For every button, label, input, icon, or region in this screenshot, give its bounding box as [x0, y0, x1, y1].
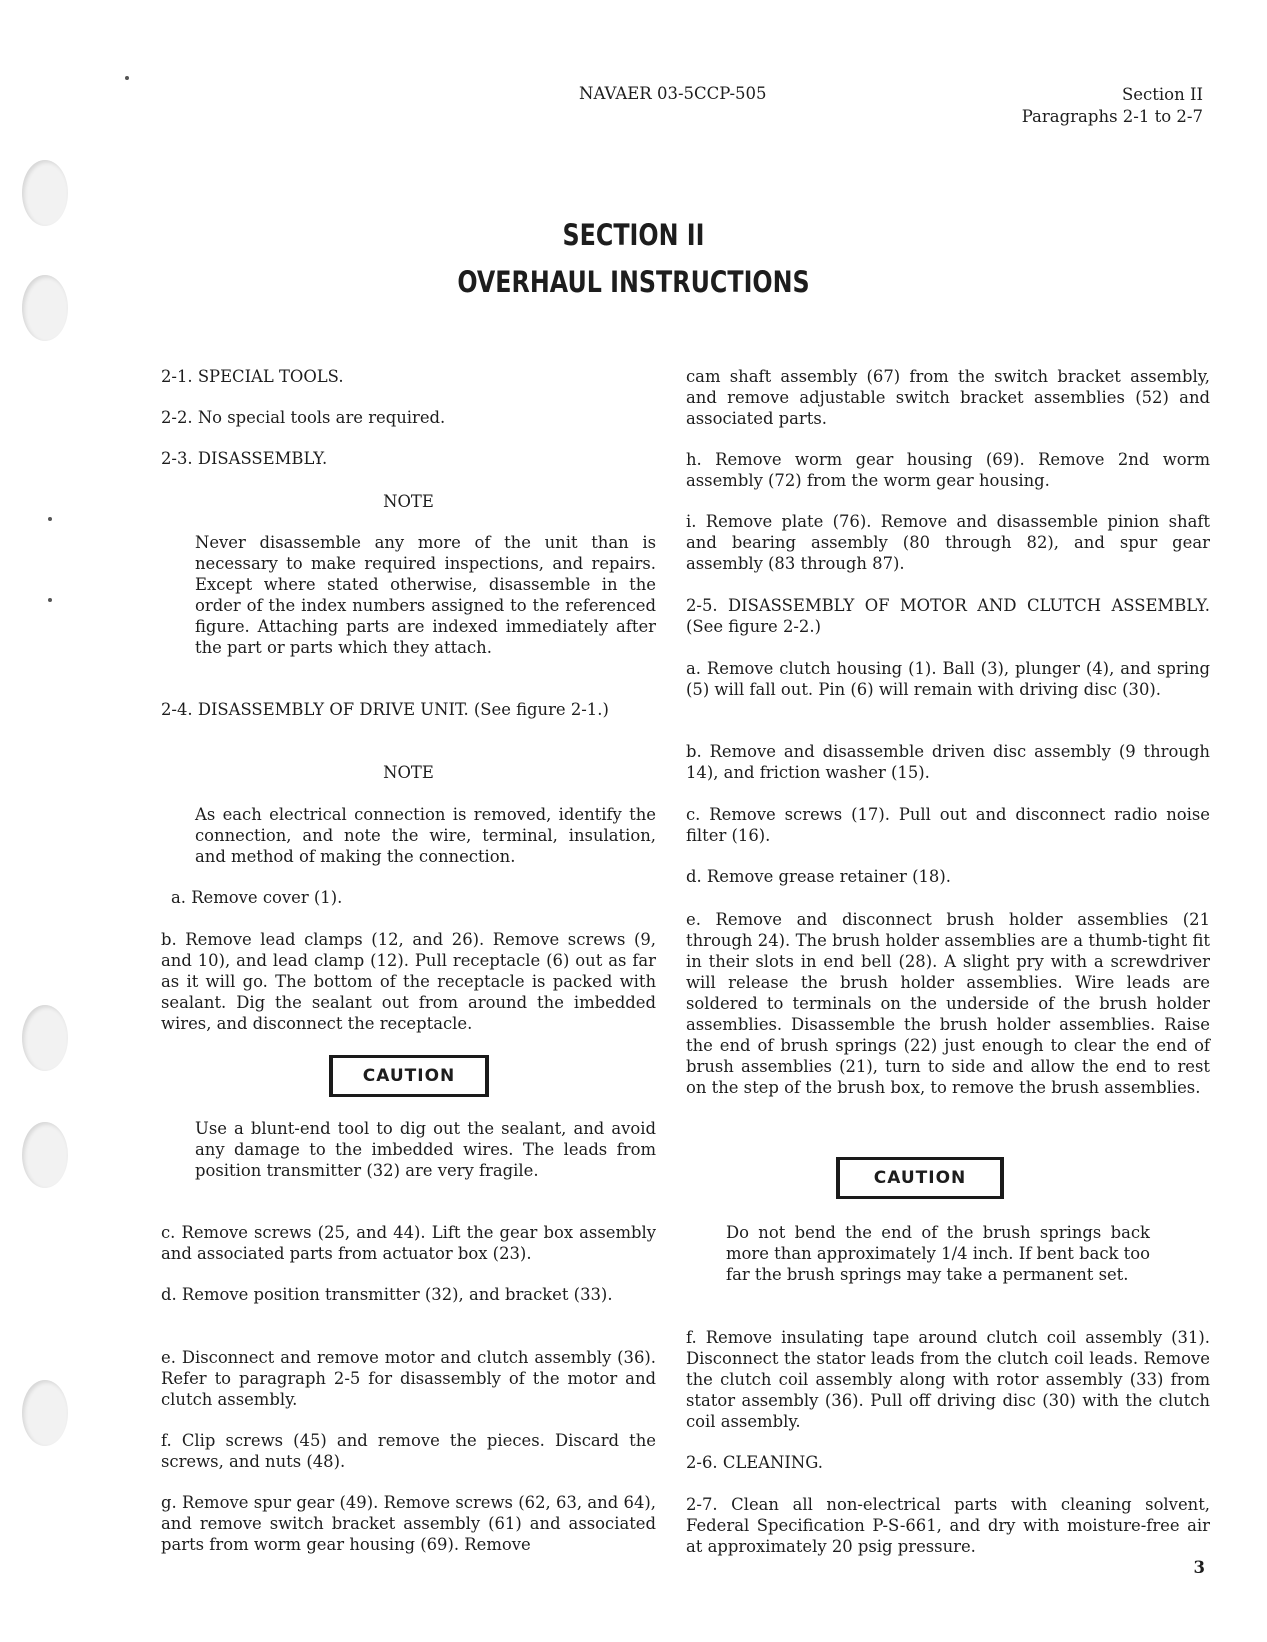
binder-hole [22, 1380, 68, 1446]
paragraph-2-6: 2-6. CLEANING. [686, 1453, 823, 1472]
paragraph-2-5: 2-5. DISASSEMBLY OF MOTOR AND CLUTCH ASSEMBLY. (See figure 2-2.) [686, 596, 1210, 636]
section-label: Section II [1121, 85, 1203, 104]
step-i: i. Remove plate (76). Remove and disassemble pinion shaft and bearing assembly (80 through 82), and spur gear assembly (83 through 87). [686, 512, 1210, 573]
step-d: d. Remove position transmitter (32), and bracket (33). [161, 1285, 613, 1304]
step-e: e. Disconnect and remove motor and clutch assembly (36). Refer to paragraph 2-5 for disassembly of the motor and clutch assembly. [161, 1348, 656, 1409]
speck [48, 517, 52, 521]
step-e: e. Remove and disconnect brush holder assemblies (21 through 24). The brush holder assemblies are a thumb-tight fit in their slots in end bell (28). A slight pry with a screwdriver will release the brush holder assemblies. Wire leads are soldered to terminals on the underside of the brush holder assemblies. Disassemble the brush holder assemblies. Raise the end of brush springs (22) just enough to clear the end of brush assemblies (21), turn to side and allow the end to rest on the step of the brush box, to remove the brush assemblies. [686, 910, 1210, 1097]
step-a: a. Remove cover (1). [171, 888, 343, 907]
step-h: h. Remove worm gear housing (69). Remove 2nd worm assembly (72) from the worm gear housing. [686, 450, 1210, 490]
binder-hole [22, 1005, 68, 1071]
note-label: NOTE [383, 492, 434, 511]
left-column [161, 0, 656, 1642]
speck [125, 76, 129, 80]
step-d: d. Remove grease retainer (18). [686, 867, 951, 886]
note-label: NOTE [383, 763, 434, 782]
step-c: c. Remove screws (25, and 44). Lift the gear box assembly and associated parts from actuator box (23). [161, 1223, 656, 1263]
binder-hole [22, 1122, 68, 1188]
caution-box: CAUTION [329, 1055, 489, 1097]
step-b: b. Remove and disassemble driven disc assembly (9 through 14), and friction washer (15). [686, 742, 1210, 782]
section-subtitle: OVERHAUL INSTRUCTIONS [457, 265, 810, 299]
paragraphs-label: Paragraphs 2-1 to 2-7 [1021, 107, 1203, 126]
paragraph-2-4: 2-4. DISASSEMBLY OF DRIVE UNIT. (See figure 2-1.) [161, 700, 609, 719]
step-f: f. Remove insulating tape around clutch coil assembly (31). Disconnect the stator leads from the clutch coil leads. Remove the clutch coil assembly along with rotor assembly (33) from stator assembly (36). Pull off driving disc (30) with the clutch coil assembly. [686, 1328, 1210, 1431]
step-g: g. Remove spur gear (49). Remove screws (62, 63, and 64), and remove switch bracket assembly (61) and associated parts from worm gear housing (69). Remove [161, 1493, 656, 1554]
step-c: c. Remove screws (17). Pull out and disconnect radio noise filter (16). [686, 805, 1210, 845]
step-f: f. Clip screws (45) and remove the pieces. Discard the screws, and nuts (48). [161, 1431, 656, 1471]
note-text: As each electrical connection is removed, identify the connection, and note the wire, terminal, insulation, and method of making the connection. [195, 805, 656, 866]
paragraph-2-2: 2-2. No special tools are required. [161, 408, 446, 427]
caution-text: Use a blunt-end tool to dig out the sealant, and avoid any damage to the imbedded wires. The leads from position transmitter (32) are very fragile. [195, 1119, 656, 1180]
caution-text: Do not bend the end of the brush springs back more than approximately 1/4 inch. If bent back too far the brush springs may take a permanent set. [726, 1223, 1150, 1284]
binder-hole [22, 275, 68, 341]
caution-box: CAUTION [836, 1157, 1004, 1199]
paragraph-2-3: 2-3. DISASSEMBLY. [161, 449, 328, 468]
step-b: b. Remove lead clamps (12, and 26). Remove screws (9, and 10), and lead clamp (12). Pull receptacle (6) out as far as it will go. The bottom of the receptacle is packed with sealant. Dig the sealant out from around the imbedded wires, and disconnect the receptacle. [161, 930, 656, 1033]
page-number: 3 [1193, 1558, 1205, 1577]
step-a: a. Remove clutch housing (1). Ball (3), plunger (4), and spring (5) will fall out. Pin (6) will remain with driving disc (30). [686, 659, 1210, 699]
document-number: NAVAER 03-5CCP-505 [579, 84, 767, 103]
right-column [686, 0, 1210, 1642]
note-text: Never disassemble any more of the unit than is necessary to make required inspections, and repairs. Except where stated otherwise, disassemble in the order of the index numbers assigned to the referenced figure. Attaching parts are indexed immediately after the part or parts which they attach. [195, 533, 656, 657]
speck [48, 598, 52, 602]
step-g-continued: cam shaft assembly (67) from the switch bracket assembly, and remove adjustable switch bracket assemblies (52) and associated parts. [686, 367, 1210, 428]
section-title: SECTION II [562, 218, 705, 252]
binder-hole [22, 160, 68, 226]
paragraph-2-7: 2-7. Clean all non-electrical parts with cleaning solvent, Federal Specification P-S-661, and dry with moisture-free air at approximately 20 psig pressure. [686, 1495, 1210, 1556]
paragraph-2-1: 2-1. SPECIAL TOOLS. [161, 367, 344, 386]
